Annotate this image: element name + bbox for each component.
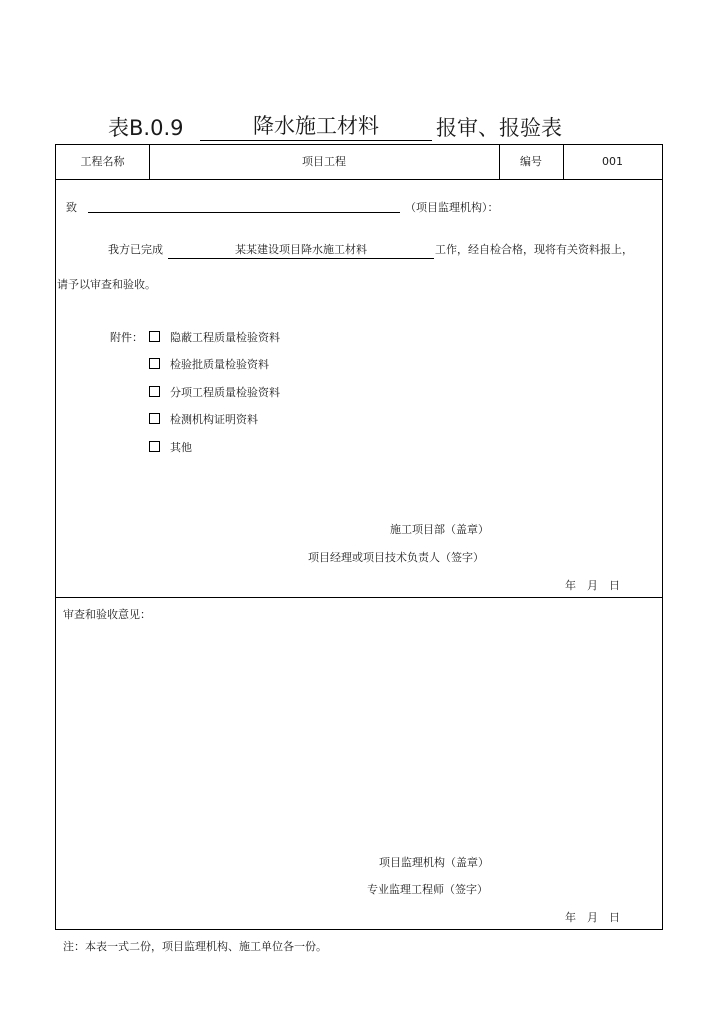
attachment-label: 检验批质量检验资料 [170,358,269,371]
title-suffix: 报审、报验表 [436,116,562,140]
contractor-date: 年 月 日 [565,579,620,592]
checkbox[interactable] [149,331,160,342]
attachment-item[interactable] [149,384,280,400]
title-subject: 降水施工材料 [200,112,432,141]
attachment-label: 其他 [170,441,192,454]
form-frame [55,144,663,930]
supervisor-engineer: 专业监理工程师（签字） [367,883,488,896]
project-name-value: 项目工程 [302,155,346,168]
attachment-item[interactable] [149,439,192,455]
attachment-label: 分项工程质量检验资料 [170,386,280,399]
to-label: 致 [66,201,77,214]
checkbox[interactable] [149,441,160,452]
checkbox[interactable] [149,358,160,369]
request-text: 请予以审查和验收。 [57,278,156,291]
to-suffix: （项目监理机构）： [405,201,499,214]
attachment-label: 检测机构证明资料 [170,413,258,426]
checkbox[interactable] [149,413,160,424]
supervisor-org-stamp: 项目监理机构（盖章） [379,856,489,869]
completed-suffix: 工作，经自检合格，现将有关资料报上， [435,243,633,256]
review-date: 年 月 日 [565,911,620,924]
completed-prefix: 我方已完成 [108,243,163,256]
project-name-label: 工程名称 [80,155,125,168]
checkbox[interactable] [149,386,160,397]
review-opinion-label: 审查和验收意见： [63,608,151,621]
header-divider [56,179,662,180]
contractor-signer: 项目经理或项目技术负责人（签字） [308,551,484,564]
attachment-item[interactable] [149,329,280,345]
title-prefix: 表B.0.9 [108,116,184,140]
contractor-dept-stamp: 施工项目部（盖章） [390,523,489,536]
number-label: 编号 [520,155,542,168]
attachment-item[interactable] [149,356,269,372]
completed-item: 某某建设项目降水施工材料 [168,241,434,259]
footer-note: 注：本表一式二份，项目监理机构、施工单位各一份。 [63,940,327,953]
attachment-item[interactable] [149,411,258,427]
number-value: 001 [602,155,623,168]
attachment-label: 隐蔽工程质量检验资料 [170,331,280,344]
section-divider [56,597,662,598]
attachments-label: 附件： [110,331,143,344]
to-recipient-line [88,212,400,213]
